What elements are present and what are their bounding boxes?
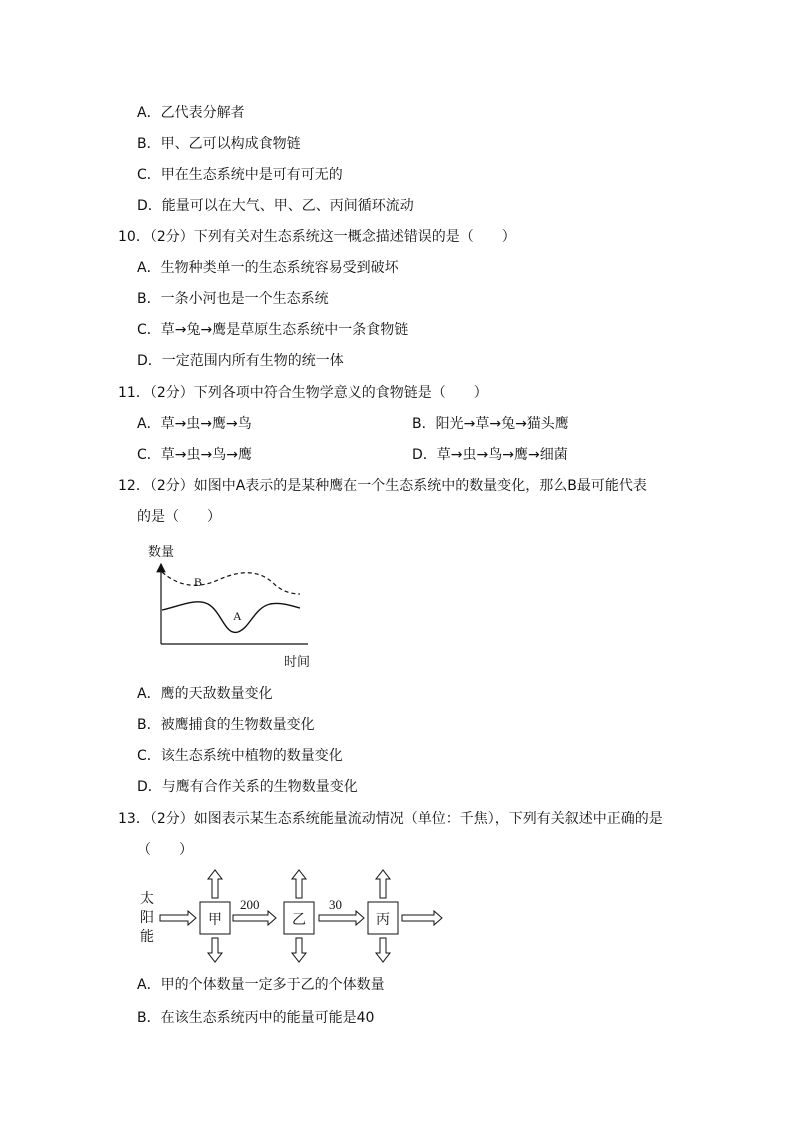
q12-stem-line2: 的是（ ） — [137, 509, 221, 525]
q10-stem: 10．（2分）下列有关对生态系统这一概念描述错误的是（ ） — [118, 229, 516, 245]
q9-option-d: D．能量可以在大气、甲、乙、丙间循环流动 — [137, 198, 414, 214]
q13-arrow-yi-down — [292, 938, 306, 962]
q13-option-a: A．甲的个体数量一定多于乙的个体数量 — [137, 977, 385, 993]
q13-arrow-bing-down — [376, 938, 390, 962]
q13-arrow-yi-up — [292, 870, 306, 898]
q13-node-yi-label: 乙 — [292, 913, 306, 928]
q12-label-a: A — [233, 609, 242, 623]
q9-option-a: A．乙代表分解者 — [137, 105, 245, 121]
q12-label-b: B — [194, 575, 203, 589]
q13-energy-flow-figure — [130, 865, 460, 965]
q11-option-d: D．草→虫→鸟→鹰→细菌 — [412, 447, 568, 463]
q12-curve-a — [162, 602, 300, 633]
q12-x-axis-label: 时间 — [284, 654, 311, 669]
q13-node-jia-label: 甲 — [208, 913, 222, 928]
q13-arrow-jia-up — [208, 870, 222, 898]
q12-curve-b — [162, 572, 300, 594]
q9-option-c: C．甲在生态系统中是可有可无的 — [137, 167, 343, 183]
q13-arrow-bing-up — [376, 870, 390, 898]
q13-arrow-yi-to-bing — [319, 911, 364, 925]
q11-option-b: B．阳光→草→兔→猫头鹰 — [412, 416, 569, 432]
q13-flow-label-200: 200 — [240, 897, 260, 912]
q12-option-a: A．鹰的天敌数量变化 — [137, 686, 273, 702]
q11-stem: 11．（2分）下列各项中符合生物学意义的食物链是（ ） — [118, 385, 488, 401]
q12-y-axis-label: 数量 — [148, 544, 175, 559]
q11-option-a: A．草→虫→鹰→鸟 — [137, 416, 252, 432]
q9-option-b: B．甲、乙可以构成食物链 — [137, 136, 301, 152]
q13-arrow-bing-out — [402, 911, 442, 925]
q13-stem-line2: （ ） — [137, 842, 193, 858]
q13-option-b: B．在该生态系统丙中的能量可能是40 — [137, 1010, 375, 1026]
q13-flow-label-30: 30 — [329, 897, 342, 912]
q12-option-c: C．该生态系统中植物的数量变化 — [137, 748, 343, 764]
q13-stem-line1: 13．（2分）如图表示某生态系统能量流动情况（单位：千焦），下列有关叙述中正确的是 — [118, 811, 663, 827]
q10-option-c: C．草→兔→鹰是草原生态系统中一条食物链 — [137, 322, 409, 338]
q13-arrow-jia-to-yi — [233, 911, 276, 925]
q13-source-char-3: 能 — [140, 930, 154, 945]
q10-option-a: A．生物种类单一的生态系统容易受到破坏 — [137, 260, 399, 276]
q10-option-d: D．一定范围内所有生物的统一体 — [137, 353, 344, 369]
q12-option-b: B．被鹰捕食的生物数量变化 — [137, 717, 315, 733]
q13-node-bing-label: 丙 — [376, 913, 390, 928]
q12-option-d: D．与鹰有合作关系的生物数量变化 — [137, 779, 358, 795]
q12-stem-line1: 12．（2分）如图中A表示的是某种鹰在一个生态系统中的数量变化，那么B最可能代表 — [118, 478, 647, 494]
q13-source-char-1: 太 — [140, 892, 154, 907]
q13-source-char-2: 阳 — [140, 911, 154, 926]
q13-arrow-sun-to-jia — [160, 911, 196, 925]
q10-option-b: B．一条小河也是一个生态系统 — [137, 291, 329, 307]
q12-population-figure — [140, 540, 320, 670]
q13-arrow-jia-down — [208, 938, 222, 962]
q11-option-c: C．草→虫→鸟→鹰 — [137, 447, 252, 463]
